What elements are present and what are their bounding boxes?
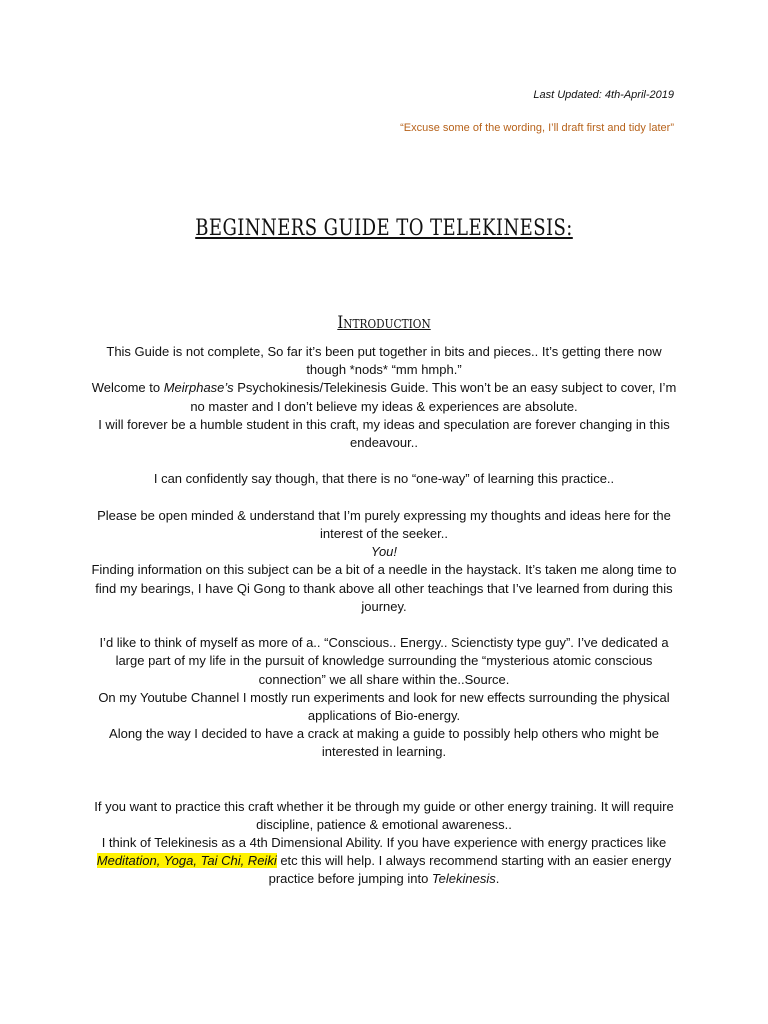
spacer [88,616,680,634]
paragraph: This Guide is not complete, So far it’s been put together in bits and pieces.. It’s getting there now though *nods* “mm hmph.” [106,344,662,378]
author-name: Meirphase’s [163,380,234,396]
body-text [88,343,680,889]
paragraph [88,379,680,415]
highlighted-practices: Meditation, Yoga, Tai Chi, Reiki [96,853,277,869]
emphasis: You! [370,544,398,560]
emphasis: Telekinesis [431,871,496,887]
last-updated: Last Updated: 4th-April-2019 [533,89,674,101]
spacer [88,452,680,470]
paragraph: Finding information on this subject can be a bit of a needle in the haystack. It’s taken me along time to find my bearings, I have Qi Gong to thank above all other teachings that I’ve learned from during this journey. [91,562,677,614]
text-run: I think of Telekinesis as a 4th Dimensional Ability. If you have experience with energy practices like [101,835,667,851]
section-heading: Introduction [337,313,431,333]
paragraph: If you want to practice this craft whether it be through my guide or other energy training. It will require discipline, patience & emotional awareness.. [94,798,674,832]
paragraph: Along the way I decided to have a crack at making a guide to possibly help others who might be interested in learning. [109,726,659,760]
text-run: Psychokinesis/Telekinesis Guide. This won’t be an easy subject to cover, I’m no master and I don’t believe my ideas & experiences are absolute. [190,380,677,414]
paragraph [88,543,680,561]
paragraph: I will forever be a humble student in this craft, my ideas and speculation are forever changing in this endeavour.. [98,416,670,451]
paragraph: On my Youtube Channel I mostly run experiments and look for new effects surrounding the physical applications of Bio-energy. [98,689,670,724]
paragraph: I’d like to think of myself as more of a.. “Conscious.. Energy.. Scienctisty type guy”. I’ve dedicated a large part of my life in the pursuit of knowledge surrounding the “mysterious atomic conscious connection” we all share within the..Source. [99,635,669,687]
text-run: . [495,871,500,887]
text-run: etc this will help. I always recommend starting with an easier energy practice before jumping into [268,853,672,887]
text-run: Welcome to [91,380,164,396]
paragraph [88,834,680,889]
page-title: BEGINNERS GUIDE TO TELEKINESIS: [195,216,573,241]
spacer [88,762,680,798]
spacer [88,489,680,507]
draft-note: “Excuse some of the wording, I’ll draft first and tidy later” [400,122,674,134]
paragraph: I can confidently say though, that there is no “one-way” of learning this practice.. [153,471,615,487]
paragraph: Please be open minded & understand that I’m purely expressing my thoughts and ideas here for the interest of the seeker.. [97,507,671,541]
